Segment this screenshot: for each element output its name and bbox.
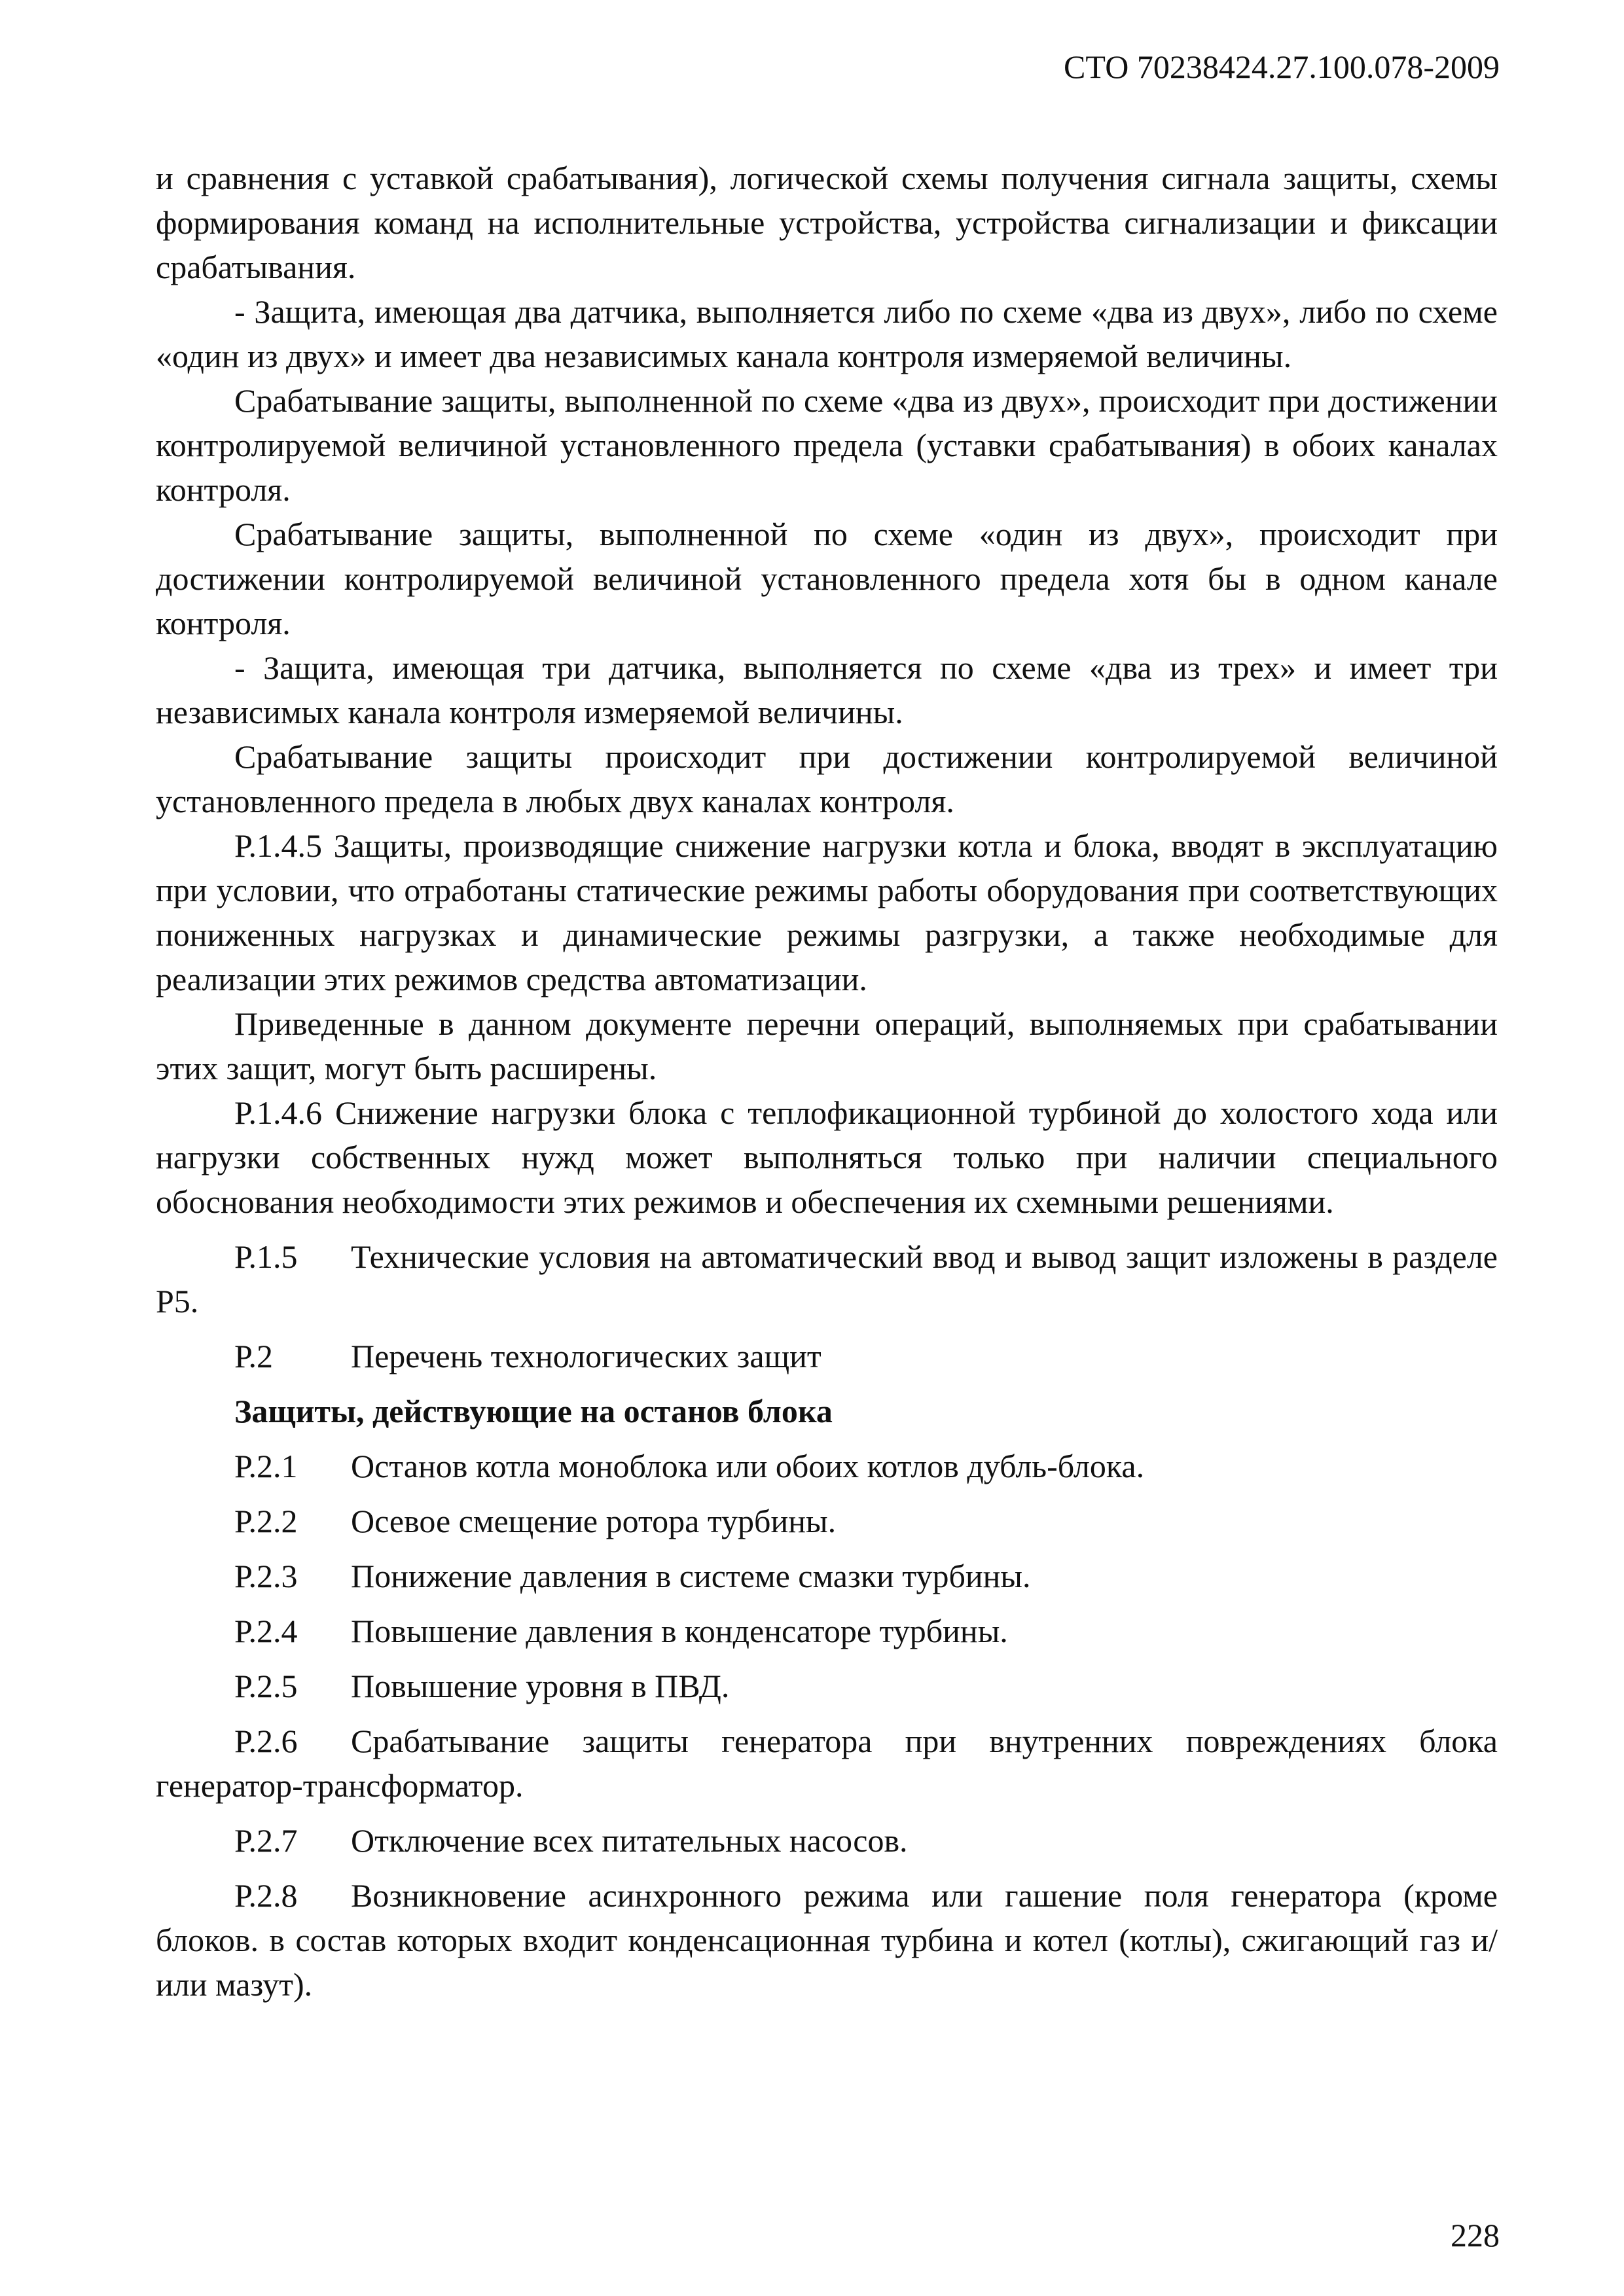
list-item (156, 1664, 1498, 1708)
clause-text: Технические условия на автоматический ввод и вывод защит изложены в разделе Р5. (156, 1238, 1498, 1319)
item-text: Отключение всех питательных насосов. (351, 1822, 908, 1859)
item-text: Повышение давления в конденсаторе турбины. (351, 1613, 1008, 1649)
paragraph-two-of-three: Срабатывание защиты происходит при достижении контролируемой величиной установленного предела в любых двух каналах контроля. (156, 738, 1498, 819)
page-number: 228 (1451, 2217, 1500, 2253)
item-text: Возникновение асинхронного режима или гашение поля генератора (кроме блоков. в состав которых входит конденсационная турбина и котел (котлы), сжигающий газ и/или мазут). (156, 1877, 1498, 2003)
section-number: Р.2 (234, 1338, 274, 1374)
paragraph-two-sensors: - Защита, имеющая два датчика, выполняется либо по схеме «два из двух», либо по схеме «один из двух» и имеет два независимых канала контроля измеряемой величины. (156, 293, 1498, 374)
clause-number: Р.1.4.6 (234, 1094, 323, 1131)
list-item (156, 1873, 1498, 2007)
list-item (156, 1818, 1498, 1863)
item-number: Р.2.8 (234, 1877, 298, 1914)
list-item (156, 1499, 1498, 1543)
list-item (156, 1609, 1498, 1653)
item-text: Понижение давления в системе смазки турбины. (351, 1558, 1031, 1594)
item-number: Р.2.2 (234, 1503, 298, 1539)
item-number: Р.2.6 (234, 1723, 298, 1759)
paragraph-one-of-two: Срабатывание защиты, выполненной по схеме «один из двух», происходит при достижении контролируемой величиной установленного предела хотя бы в одном канале контроля. (156, 516, 1498, 641)
item-number: Р.2.7 (234, 1822, 298, 1859)
item-text: Осевое смещение ротора турбины. (351, 1503, 837, 1539)
paragraph-two-of-two: Срабатывание защиты, выполненной по схеме «два из двух», происходит при достижении контролируемой величиной установленного предела (уставки срабатывания) в обоих каналах контроля. (156, 382, 1498, 508)
item-text: Останов котла моноблока или обоих котлов дубль-блока. (351, 1448, 1145, 1484)
subheading-unit-shutdown: Защиты, действующие на останов блока (234, 1393, 833, 1429)
item-number: Р.2.4 (234, 1613, 298, 1649)
list-item (156, 1444, 1498, 1488)
item-text: Повышение уровня в ПВД. (351, 1668, 730, 1704)
section-title-p-2 (156, 1334, 1498, 1378)
clause-p-1-5 (156, 1234, 1498, 1323)
clause-number: Р.1.4.5 (234, 827, 323, 864)
clause-text: Снижение нагрузки блока с теплофикационной турбиной до холостого хода или нагрузки собственных нужд может выполняться только при наличии специального обоснования необходимости этих режимов и обеспечения их схемными решениями. (156, 1094, 1498, 1220)
document-code-header: СТО 70238424.27.100.078-2009 (1064, 48, 1500, 85)
paragraph-operations-note: Приведенные в данном документе перечни операций, выполняемых при срабатывании этих защит, могут быть расширены. (156, 1005, 1498, 1086)
clause-p-1-4-5 (156, 823, 1498, 1001)
list-item (156, 1719, 1498, 1808)
item-number: Р.2.1 (234, 1448, 298, 1484)
document-body (156, 156, 1498, 2007)
clause-p-1-4-6 (156, 1090, 1498, 1224)
item-number: Р.2.5 (234, 1668, 298, 1704)
paragraph-continuation: и сравнения с уставкой срабатывания), логической схемы получения сигнала защиты, схемы формирования команд на исполнительные устройства, устройства сигнализации и фиксации срабатывания. (156, 160, 1498, 285)
section-title: Перечень технологических защит (351, 1338, 821, 1374)
clause-text: Защиты, производящие снижение нагрузки котла и блока, вводят в эксплуатацию при условии, что отработаны статические режимы работы оборудования при соответствующих пониженных нагрузках и динамические режимы разгрузки, а также необходимые для реализации этих режимов средства автоматизации. (156, 827, 1498, 997)
item-number: Р.2.3 (234, 1558, 298, 1594)
item-text: Срабатывание защиты генератора при внутренних повреждениях блока генератор-трансформатор. (156, 1723, 1498, 1804)
clause-number: Р.1.5 (234, 1238, 298, 1275)
paragraph-three-sensors: - Защита, имеющая три датчика, выполняется по схеме «два из трех» и имеет три независимых канала контроля измеряемой величины. (156, 649, 1498, 730)
list-item (156, 1554, 1498, 1598)
